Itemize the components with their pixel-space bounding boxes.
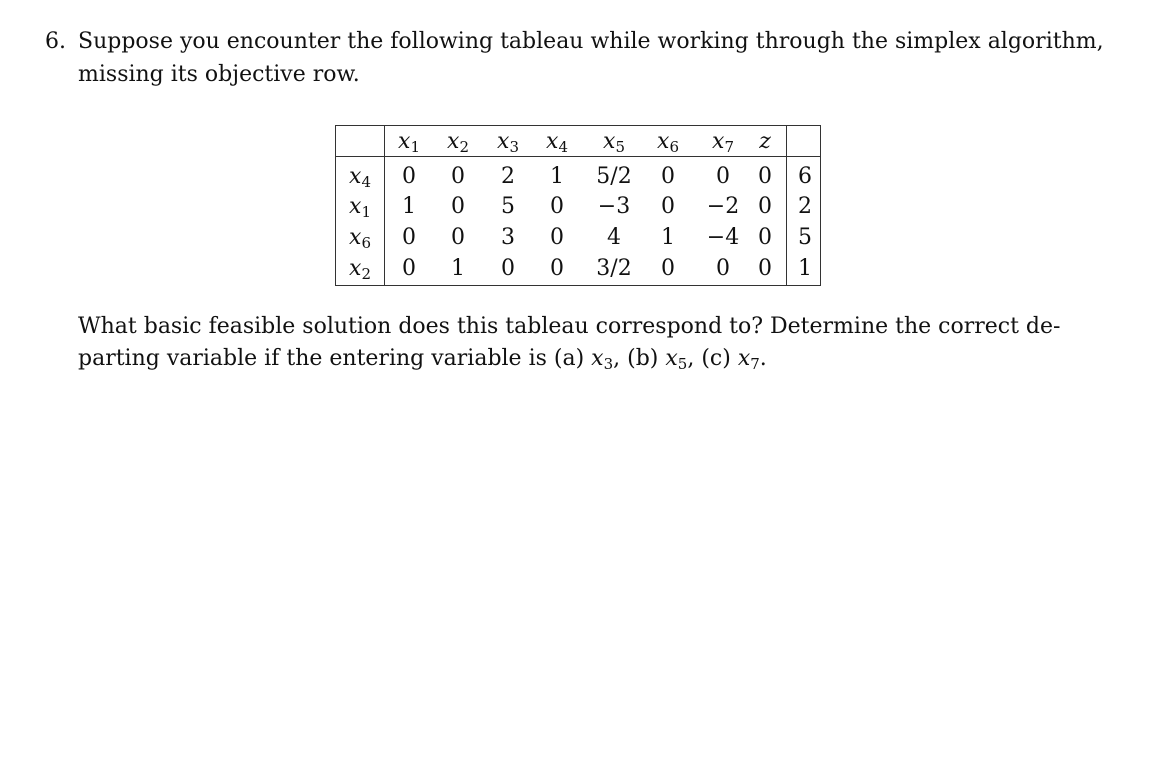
tableau-rhs-divider xyxy=(786,126,787,285)
variable-subscript: 5 xyxy=(615,138,625,156)
tableau-cell: 1 xyxy=(661,225,675,250)
column-header xyxy=(603,129,625,156)
column-header xyxy=(447,129,469,156)
column-header xyxy=(712,129,734,156)
variable-subscript: 6 xyxy=(669,138,679,156)
tableau-cell: 0 xyxy=(758,256,772,281)
entering-var-b xyxy=(665,346,687,371)
tableau-basis-divider xyxy=(384,126,385,285)
tableau-cell: 0 xyxy=(716,256,730,281)
tableau-cell: 0 xyxy=(501,256,515,281)
tableau-cell: 1 xyxy=(402,194,416,219)
tableau-cell: 0 xyxy=(402,225,416,250)
variable-name: x xyxy=(349,225,362,250)
entering-var-a xyxy=(591,346,613,371)
tableau-cell: 1 xyxy=(550,164,564,189)
tableau-cell: −3 xyxy=(597,194,631,219)
variable-name: x xyxy=(349,194,362,219)
variable-name: x xyxy=(349,256,362,281)
variable-subscript: 4 xyxy=(558,138,568,156)
variable-name: x xyxy=(603,129,616,154)
variable-subscript: 1 xyxy=(361,203,371,221)
tableau-cell: 5 xyxy=(501,194,515,219)
variable-name: x xyxy=(665,346,678,371)
rhs-cell: 5 xyxy=(798,225,812,250)
variable-name: x xyxy=(349,164,362,189)
column-header xyxy=(398,129,420,156)
tableau-cell: 5/2 xyxy=(596,164,632,189)
variable-subscript: 1 xyxy=(410,138,420,156)
question-line1: What basic feasible solution does this tableau correspond to? Determine the correct de- xyxy=(78,314,1061,339)
tableau-cell: 0 xyxy=(451,164,465,189)
tableau-cell: 0 xyxy=(550,225,564,250)
variable-subscript: 3 xyxy=(509,138,519,156)
column-header xyxy=(759,131,771,153)
tableau-cell: 0 xyxy=(758,225,772,250)
tableau-cell: 0 xyxy=(758,164,772,189)
tableau-cell: 0 xyxy=(451,194,465,219)
variable-name: x xyxy=(737,346,751,371)
variable-subscript: 6 xyxy=(361,234,371,252)
basis-variable xyxy=(349,194,371,221)
tableau-cell: 0 xyxy=(661,256,675,281)
tableau-cell: 0 xyxy=(550,256,564,281)
variable-subscript: 4 xyxy=(361,173,371,191)
tableau-cell: 0 xyxy=(661,194,675,219)
variable-name: x xyxy=(712,129,725,154)
variable-subscript: 3 xyxy=(603,355,614,373)
question-line2 xyxy=(78,346,767,373)
variable-subscript: 7 xyxy=(724,138,734,156)
variable-name: x xyxy=(497,129,510,154)
tableau-cell: −4 xyxy=(706,225,740,250)
tableau-cell: 0 xyxy=(758,194,772,219)
tableau-cell: 0 xyxy=(402,256,416,281)
basis-variable xyxy=(349,164,371,191)
variable-subscript: 7 xyxy=(750,355,760,373)
tableau-cell: 0 xyxy=(550,194,564,219)
rhs-cell: 6 xyxy=(798,164,812,189)
column-header xyxy=(657,129,679,156)
rhs-cell: 2 xyxy=(798,194,812,219)
problem-number: 6. xyxy=(45,29,66,54)
variable-subscript: 2 xyxy=(361,265,371,283)
simplex-tableau xyxy=(335,125,821,286)
tableau-cell: 4 xyxy=(607,225,621,250)
tableau-cell: 2 xyxy=(501,164,515,189)
question-text: parting variable if the entering variable is (a) xyxy=(78,346,592,371)
tableau-cell: 3 xyxy=(501,225,515,250)
question-text: , (b) xyxy=(613,346,666,371)
variable-name: x xyxy=(447,129,460,154)
tableau-cell: 1 xyxy=(451,256,465,281)
variable-name: x xyxy=(591,346,604,371)
variable-name: z xyxy=(759,129,771,154)
basis-variable xyxy=(349,256,371,283)
tableau-cell: 0 xyxy=(716,164,730,189)
variable-name: x xyxy=(657,129,670,154)
column-header xyxy=(497,129,519,156)
tableau-cell: 0 xyxy=(451,225,465,250)
variable-name: x xyxy=(546,129,559,154)
tableau-header-divider xyxy=(336,156,820,157)
tableau-cell: 0 xyxy=(402,164,416,189)
entering-var-c xyxy=(738,346,760,371)
tableau-cell: 3/2 xyxy=(596,256,632,281)
question-text: , (c) xyxy=(687,346,738,371)
rhs-cell: 1 xyxy=(798,256,812,281)
problem-intro-line2: missing its objective row. xyxy=(78,62,360,87)
tableau-cell: −2 xyxy=(706,194,740,219)
problem-intro-line1: Suppose you encounter the following tableau while working through the simplex algorithm, xyxy=(78,29,1104,54)
variable-subscript: 2 xyxy=(459,138,469,156)
column-header xyxy=(546,129,568,156)
question-text: . xyxy=(759,346,767,371)
tableau-cell: 0 xyxy=(661,164,675,189)
basis-variable xyxy=(349,225,371,252)
variable-subscript: 5 xyxy=(677,355,688,373)
variable-name: x xyxy=(398,129,411,154)
